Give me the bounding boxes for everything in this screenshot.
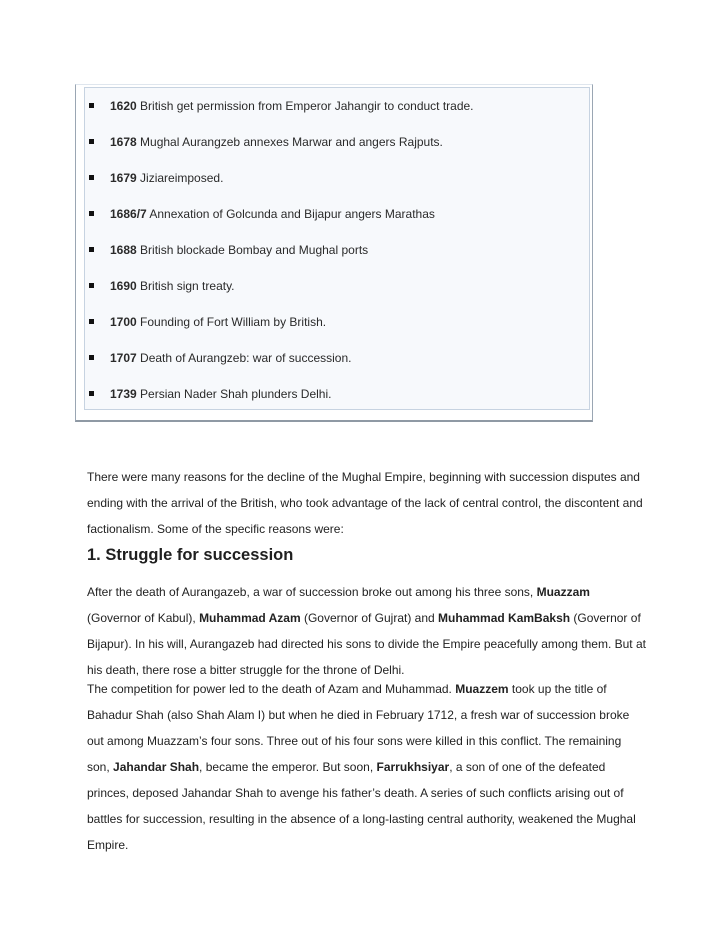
timeline-year: 1679 — [110, 171, 137, 185]
section-heading: 1. Struggle for succession — [87, 546, 294, 564]
name-muazzam: Muazzam — [536, 585, 590, 599]
name-farrukhsiyar: Farrukhsiyar — [376, 760, 450, 774]
timeline-item — [85, 241, 585, 259]
square-bullet-icon — [89, 175, 94, 180]
timeline-year: 1700 — [110, 315, 137, 329]
timeline-year: 1690 — [110, 279, 137, 293]
timeline-year: 1688 — [110, 243, 137, 257]
name-muhammad-kambaksh: Muhammad KamBaksh — [438, 611, 571, 625]
timeline-event: British blockade Bombay and Mughal ports — [136, 243, 369, 257]
timeline-item — [85, 277, 585, 295]
timeline-event: Founding of Fort William by British. — [136, 315, 327, 329]
square-bullet-icon — [89, 139, 94, 144]
timeline-event: Jiziareimposed. — [136, 171, 224, 185]
intro-paragraph: There were many reasons for the decline of the Mughal Empire, beginning with succession disputes and ending with the arrival of the British, who took advantage of the lack of central control, the discontent and factionalism. Some of the specific reasons were: — [87, 470, 643, 536]
timeline-box — [75, 84, 593, 422]
succession-paragraph-2: The competition for power led to the death of Azam and Muhammad. Muazzem took up the title of Bahadur Shah (also Shah Alam I) but when he died in February 1712, a fresh war of succession broke out among Muazzam’s four sons. Three out of his four sons were killed in this conflict. The remaining son, Jahandar Shah, became the emperor. But soon, Farrukhsiyar, a son of one of the defeated princes, deposed Jahandar Shah to avenge his father’s death. A series of such conflicts arising out of battles for succession, resulting in the absence of a long-lasting central authority, weakened the Mughal Empire. — [87, 682, 636, 852]
succession-paragraph-1: After the death of Aurangazeb, a war of succession broke out among his three sons, Muazzam (Governor of Kabul), Muhammad Azam (Governor of Gujrat) and Muhammad KamBaksh (Governor of Bijapur). In his will, Aurangazeb had directed his sons to divide the Empire peacefully among them. But at his death, there rose a bitter struggle for the throne of Delhi. — [87, 585, 646, 677]
timeline-year: 1739 — [110, 387, 137, 401]
square-bullet-icon — [89, 103, 94, 108]
timeline-event: Mughal Aurangzeb annexes Marwar and angers Rajputs. — [136, 135, 443, 149]
square-bullet-icon — [89, 355, 94, 360]
name-muazzem: Muazzem — [455, 682, 509, 696]
square-bullet-icon — [89, 211, 94, 216]
timeline-year: 1707 — [110, 351, 137, 365]
timeline-item — [85, 169, 585, 187]
timeline-year: 1678 — [110, 135, 137, 149]
timeline-event: Annexation of Golcunda and Bijapur angers Marathas — [146, 207, 435, 221]
timeline-year: 1620 — [110, 99, 137, 113]
name-jahandar-shah: Jahandar Shah — [113, 760, 200, 774]
square-bullet-icon — [89, 283, 94, 288]
timeline-item — [85, 97, 585, 115]
timeline-event: Persian Nader Shah plunders Delhi. — [136, 387, 332, 401]
timeline-item — [85, 205, 585, 223]
timeline-panel — [84, 87, 590, 410]
timeline-year: 1686/7 — [110, 207, 147, 221]
timeline-event: British sign treaty. — [136, 279, 235, 293]
timeline-item — [85, 313, 585, 331]
timeline-item — [85, 133, 585, 151]
square-bullet-icon — [89, 247, 94, 252]
timeline-event: Death of Aurangzeb: war of succession. — [136, 351, 352, 365]
timeline-item — [85, 385, 585, 403]
square-bullet-icon — [89, 391, 94, 396]
square-bullet-icon — [89, 319, 94, 324]
timeline-event: British get permission from Emperor Jahangir to conduct trade. — [136, 99, 474, 113]
timeline-item — [85, 349, 585, 367]
name-muhammad-azam: Muhammad Azam — [199, 611, 301, 625]
